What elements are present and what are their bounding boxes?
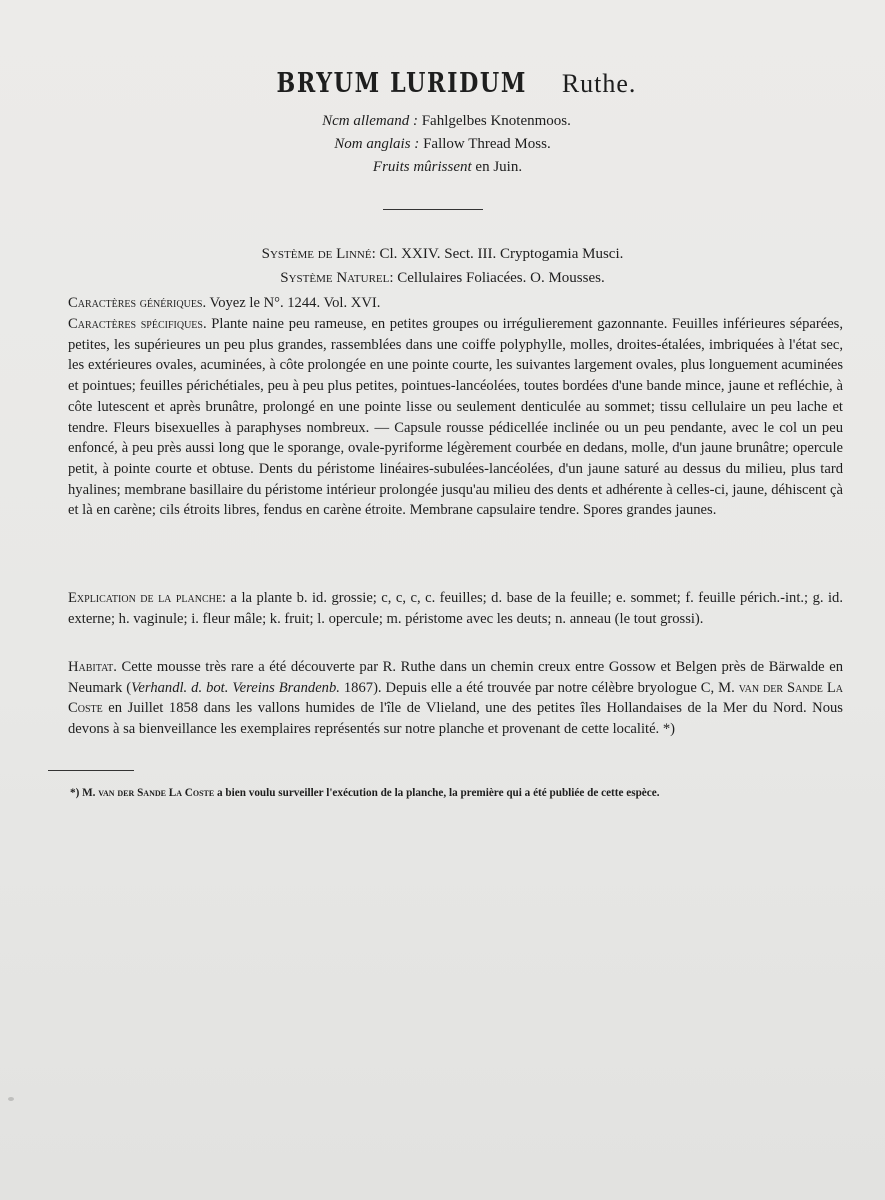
english-name-label: Nom anglais :: [334, 136, 420, 152]
specific-characters: [68, 314, 843, 521]
footnote-divider: [48, 770, 134, 771]
title-divider: [383, 209, 483, 210]
footnote-prefix: *) M.: [70, 787, 96, 799]
common-names: [0, 110, 885, 179]
fruiting-label: Fruits mûrissent: [372, 159, 472, 175]
fruiting-line: [0, 156, 885, 179]
generic-label: Caractères génériques.: [68, 295, 207, 311]
explanation-text: : a la plante b. id. grossie; c, c, c, c. feuilles; d. base de la feuille; e. sommet; f. feuille périch.-int.; g. id. externe; h. vaginule; i. fleur mâle; k. fruit; l. opercule; m. péristome avec les deuts; n. anneau (le tout grossi).: [68, 590, 843, 627]
paper-blemish: [8, 1097, 14, 1101]
habitat-label: Habitat.: [68, 659, 117, 675]
natural-system-label: Système Naturel: [280, 270, 390, 286]
generic-text: Voyez le N°. 1244. Vol. XVI.: [209, 295, 381, 311]
species-author: Ruthe.: [561, 69, 637, 98]
specific-label: Caractères spécifiques.: [68, 316, 207, 332]
classification-systems: [0, 242, 885, 290]
footnote: [70, 786, 860, 801]
generic-characters: [68, 293, 843, 314]
habitat-text-1: Cette mousse très rare a été découverte par R. Ruthe dans un chemin creux entre Gossow et Belgen près de Bärwalde en Neumark (: [68, 659, 843, 696]
footnote-text: a bien voulu surveiller l'exécution de la planche, la première qui a été publiée de cette espèce.: [217, 787, 660, 799]
linne-system-value: : Cl. XXIV. Sect. III. Cryptogamia Musci.: [371, 246, 624, 262]
habitat-text-3: en Juillet 1858 dans les vallons humides de l'île de Vlieland, une des petites îles Hollandaises de la Mer du Nord. Nous devons à sa bienveillance les exemplaires représentés sur notre planche et provenant de cette localité. *): [68, 700, 843, 738]
species-name: BRYUM LURIDUM: [276, 68, 527, 99]
natural-system-value: : Cellulaires Foliacées. O. Mousses.: [389, 270, 605, 286]
english-name-line: [0, 133, 885, 156]
german-name-value: Fahlgelbes Knotenmoos.: [421, 113, 571, 129]
german-name-line: [0, 110, 885, 133]
habitat-person: van der Sande La Coste: [68, 679, 843, 717]
habitat-reference: Verhandl. d. bot. Vereins Brandenb.: [131, 679, 340, 696]
specific-text: Plante naine peu rameuse, en petites groupes ou irrégulierement gazonnante. Feuilles inférieures séparées, petites, les supérieures un peu plus grandes, rassemblées dans une coiffe polyphylle, molles, droites-étalées, imbriquées à l'état sec, les extérieures ovales, acuminées, à côte prolongée en une pointe courte, les suivantes largement ovales, plus longuement acuminées et pointues; feuilles périchétiales, peu à peu plus petites, pointues-lancéolées, toutes bordées d'une bande mince, jaune et refléchie, à côte lutescent et après brunâtre, prolongé en une pointe lisse ou seulement denticulée au sommet; tissu cellulaire un peu lache et tendre. Fleurs bisexuelles à paraphyses nombreux. — Capsule rousse pédicellée inclinée ou un peu pendante, avec le col un peu enfoncé, à peu près aussi long que le sporange, ovale-pyriforme légèrement courbée en dedans, molle, d'un jaune brunâtre; opercule petit, à pointe courte et obtuse. Dents du péristome linéaires-subulées-lancéolées, d'un jaune saturé au dessus du milieu, plus tard hyalines; membrane basillaire du péristome intérieur prolongée jusqu'au milieu des dents et adhérente à celles-ci, jaune, déhiscent çà et là en carène; cils étroits libres, fendus en carène étroite. Membrane capsulaire tendre. Spores grandes jaunes.: [68, 316, 844, 519]
linne-system-label: Système de Linné: [261, 246, 372, 262]
explanation-label: Explication de la planche: [68, 590, 222, 606]
linne-system-line: [0, 242, 885, 266]
habitat-text-2: 1867). Depuis elle a été trouvée par notre célèbre bryologue C, M.: [339, 679, 739, 696]
fruiting-value: en Juin.: [475, 159, 523, 175]
page-title: [0, 68, 885, 99]
plate-explanation: [68, 588, 843, 629]
german-name-label: Ncm allemand :: [322, 113, 418, 129]
footnote-person: van der Sande La Coste: [98, 787, 215, 799]
english-name-value: Fallow Thread Moss.: [423, 136, 551, 152]
habitat-paragraph: [68, 657, 843, 740]
natural-system-line: [0, 266, 885, 290]
